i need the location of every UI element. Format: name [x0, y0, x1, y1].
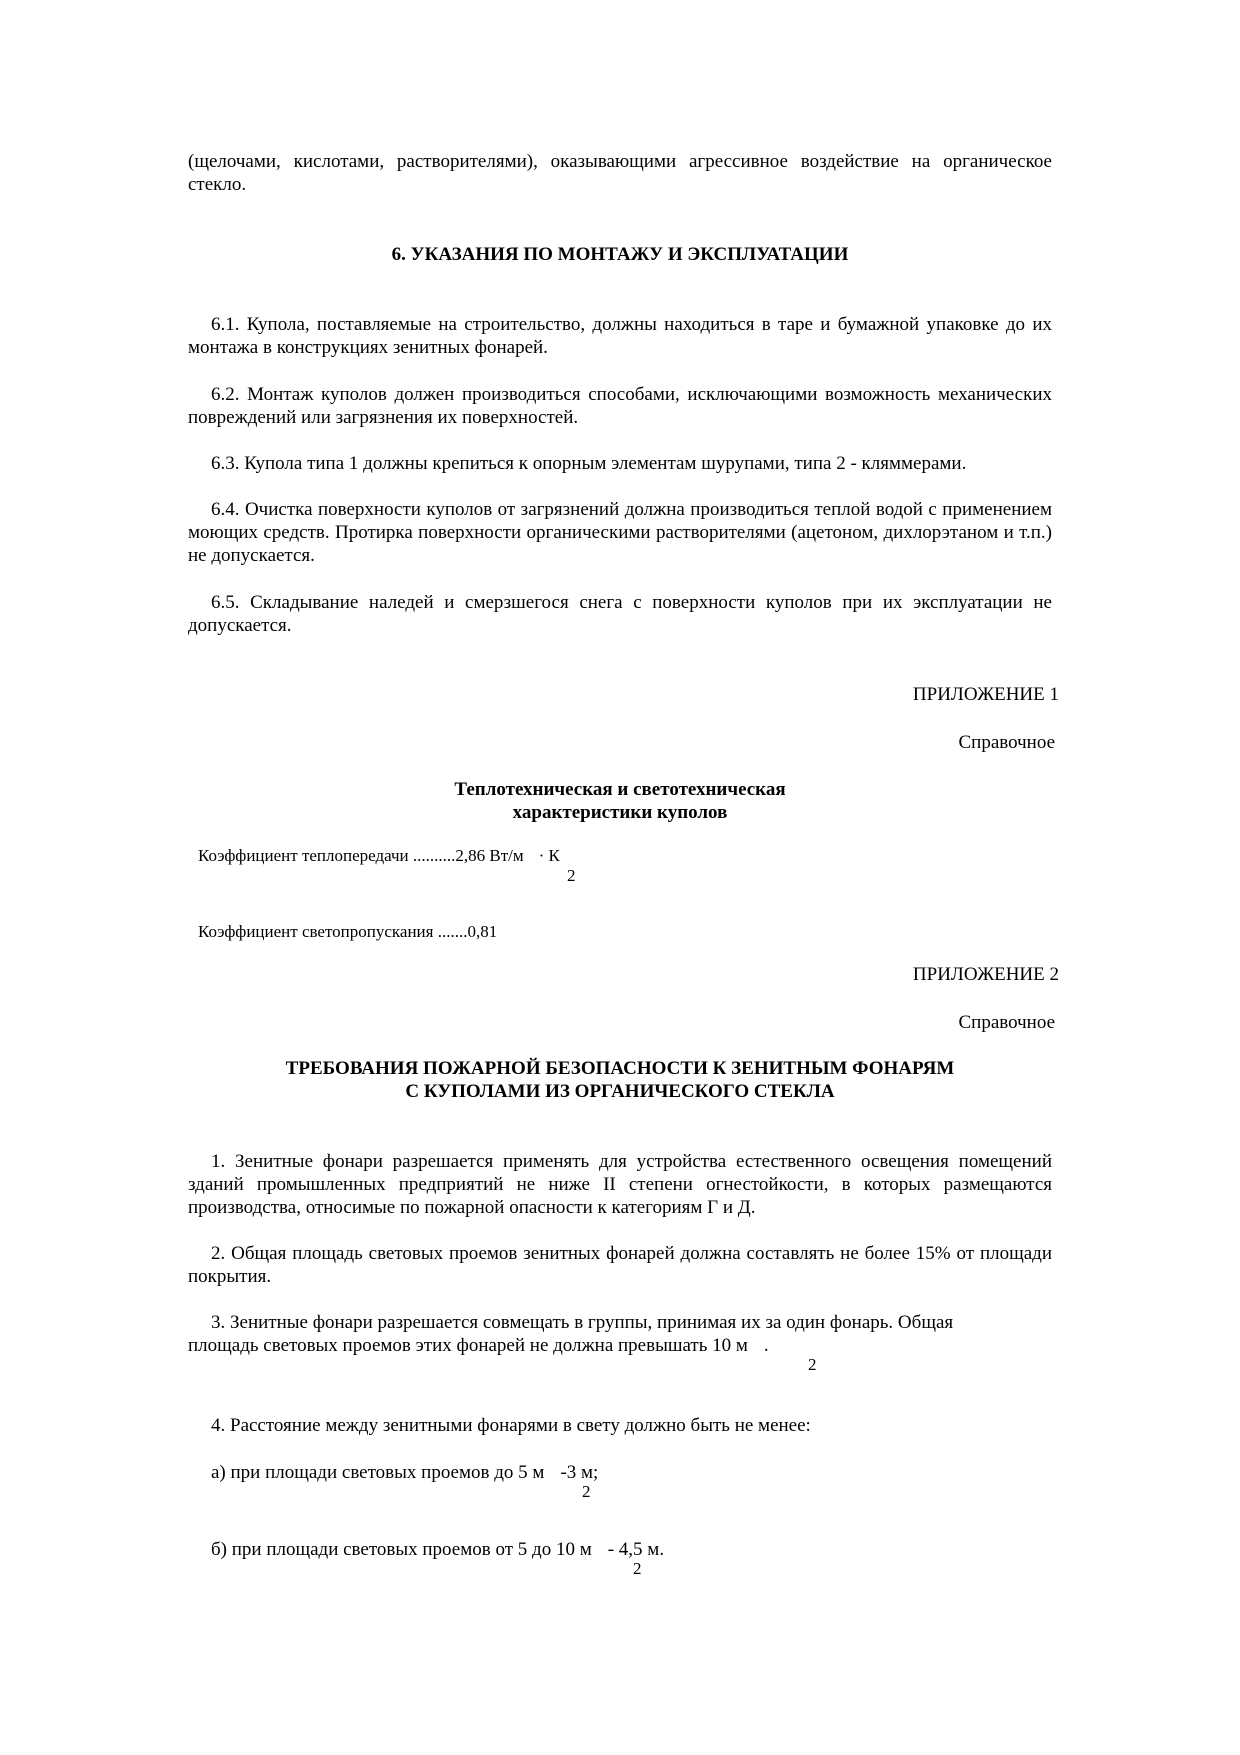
appendix-2-title-line1: ТРЕБОВАНИЯ ПОЖАРНОЙ БЕЗОПАСНОСТИ К ЗЕНИТНЫМ ФОНАРЯМ — [285, 1058, 955, 1079]
section-6-title: 6. УКАЗАНИЯ ПО МОНТАЖУ И ЭКСПЛУАТАЦИИ — [391, 244, 849, 265]
light-coefficient-line: Коэффициент светопропускания .......0,81 — [198, 922, 498, 941]
fire-item-2: 2. Общая площадь световых проемов зенитных фонарей должна составлять не более 15% от площади покрытия. — [188, 1243, 1052, 1287]
heat-coefficient-line — [198, 845, 560, 866]
heat-coefficient-exponent: 2 — [567, 866, 576, 885]
heat-coefficient-text: Коэффициент теплопередачи ..........2,86 Вт/м — [198, 846, 524, 865]
appendix-2-label: ПРИЛОЖЕНИЕ 2 — [912, 964, 1059, 985]
appendix-1-title-line2: характеристики куполов — [512, 802, 728, 823]
item-6-2: 6.2. Монтаж куполов должен производиться способами, исключающими возможность механических повреждений или загрязнения их поверхностей. — [188, 384, 1052, 428]
fire-item-4a-text: а) при площади световых проемов до 5 м — [211, 1462, 545, 1483]
fire-item-3-suffix: . — [763, 1335, 769, 1356]
item-6-5: 6.5. Складывание наледей и смерзшегося снега с поверхности куполов при их эксплуатации не допускается. — [188, 592, 1052, 636]
appendix-1-type: Справочное — [958, 732, 1055, 753]
fire-item-3-line2 — [188, 1334, 769, 1357]
fire-item-4b-text: б) при площади световых проемов от 5 до 10 м — [211, 1539, 592, 1560]
item-6-1: 6.1. Купола, поставляемые на строительство, должны находиться в таре и бумажной упаковке до их монтажа в конструкциях зенитных фонарей. — [188, 314, 1052, 358]
appendix-2-type: Справочное — [958, 1012, 1055, 1033]
fire-item-4: 4. Расстояние между зенитными фонарями в свету должно быть не менее: — [211, 1415, 811, 1436]
item-6-4: 6.4. Очистка поверхности куполов от загрязнений должна производиться теплой водой с применением моющих средств. Протирка поверхности органическими растворителями (ацетоном, дихлорэтаном и т.п.) не допускается. — [188, 499, 1052, 566]
appendix-2-title-line2: С КУПОЛАМИ ИЗ ОРГАНИЧЕСКОГО СТЕКЛА — [405, 1081, 835, 1102]
fire-item-3-line1: 3. Зенитные фонари разрешается совмещать в группы, принимая их за один фонарь. Общая — [211, 1312, 954, 1333]
fire-item-4a-suffix: -3 м; — [560, 1462, 599, 1483]
item-6-3: 6.3. Купола типа 1 должны крепиться к опорным элементам шурупами, типа 2 - кляммерами. — [211, 453, 967, 474]
fire-item-4b — [211, 1538, 664, 1561]
fire-item-3-line2-text: площадь световых проемов этих фонарей не должна превышать 10 м — [188, 1335, 748, 1356]
appendix-1-title-line1: Теплотехническая и светотехническая — [454, 779, 786, 800]
heat-coefficient-unit-suffix: · К — [538, 846, 560, 865]
fire-item-1: 1. Зенитные фонари разрешается применять для устройства естественного освещения помещений зданий промышленных предприятий не ниже II степени огнестойкости, в которых размещаются производства, относимые по пожарной опасности к категориям Г и Д. — [188, 1151, 1052, 1218]
fire-item-4b-suffix: - 4,5 м. — [607, 1539, 665, 1560]
fire-item-3-exponent: 2 — [808, 1355, 817, 1374]
fire-item-4b-exponent: 2 — [633, 1559, 642, 1578]
fire-item-4a-exponent: 2 — [582, 1482, 591, 1501]
fire-item-4a — [211, 1461, 598, 1484]
appendix-1-label: ПРИЛОЖЕНИЕ 1 — [912, 684, 1059, 705]
intro-paragraph: (щелочами, кислотами, растворителями), оказывающими агрессивное воздействие на органическое стекло. — [188, 151, 1052, 195]
